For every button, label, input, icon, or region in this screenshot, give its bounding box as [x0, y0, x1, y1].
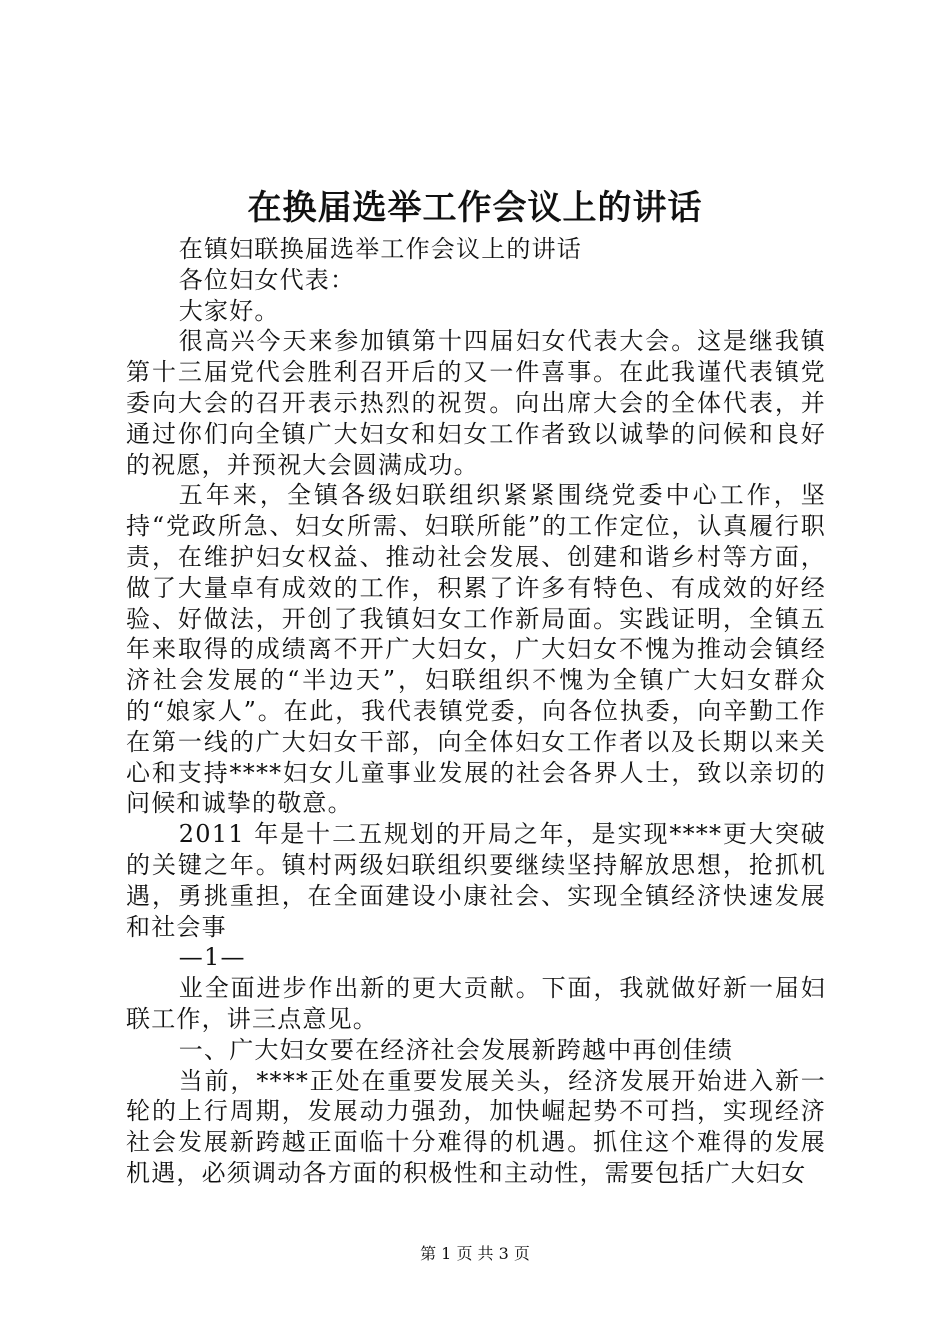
document-title: 在换届选举工作会议上的讲话: [247, 188, 703, 228]
body-paragraph: 五年来，全镇各级妇联组织紧紧围绕党委中心工作，坚持“党政所急、妇女所需、妇联所能”的工作定位，认真履行职责，在维护妇女权益、推动社会发展、创建和谐乡村等方面，做了大量卓有成效的工作，积累了许多有特色、有成效的好经验、好做法，开创了我镇妇女工作新局面。实践证明，全镇五年来取得的成绩离不开广大妇女，广大妇女不愧为推动会镇经济社会发展的“半边天”，妇联组织不愧为全镇广大妇女群众的“娘家人”。在此，我代表镇党委，向各位执委，向辛勤工作在第一线的广大妇女干部，向全体妇女工作者以及长期以来关心和支持****妇女儿童事业发展的社会各界人士，致以亲切的问候和诚挚的敬意。: [126, 481, 826, 818]
inline-page-number: —1—: [178, 943, 246, 972]
body-paragraph: 在镇妇联换届选举工作会议上的讲话: [178, 235, 582, 263]
page-footer: 第 1 页 共 3 页: [420, 1244, 530, 1263]
greeting: 大家好。: [178, 296, 280, 325]
section-heading: 一、广大妇女要在经济社会发展新跨越中再创佳绩: [178, 1035, 734, 1064]
body-paragraph: 2011 年是十二五规划的开局之年，是实现****更大突破的关键之年。镇村两级妇联组织要继续坚持解放思想，抢抓机遇，勇挑重担，在全面建设小康社会、实现全镇经济快速发展和社会事: [126, 820, 826, 941]
salutation: 各位妇女代表：: [178, 265, 356, 294]
body-paragraph: 业全面进步作出新的更大贡献。下面，我就做好新一届妇联工作，讲三点意见。: [126, 974, 826, 1033]
document-body: [126, 234, 826, 1189]
body-paragraph: 当前，****正处在重要发展关头，经济发展开始进入新一轮的上行周期，发展动力强劲，加快崛起势不可挡，实现经济社会发展新跨越正面临十分难得的机遇。抓住这个难得的发展机遇，必须调动各方面的积极性和主动性，需要包括广大妇女: [126, 1066, 826, 1187]
body-paragraph: 很高兴今天来参加镇第十四届妇女代表大会。这是继我镇第十三届党代会胜利召开后的又一件喜事。在此我谨代表镇党委向大会的召开表示热烈的祝贺。向出席大会的全体代表，并通过你们向全镇广大妇女和妇女工作者致以诚挚的问候和良好的祝愿，并预祝大会圆满成功。: [126, 327, 826, 479]
